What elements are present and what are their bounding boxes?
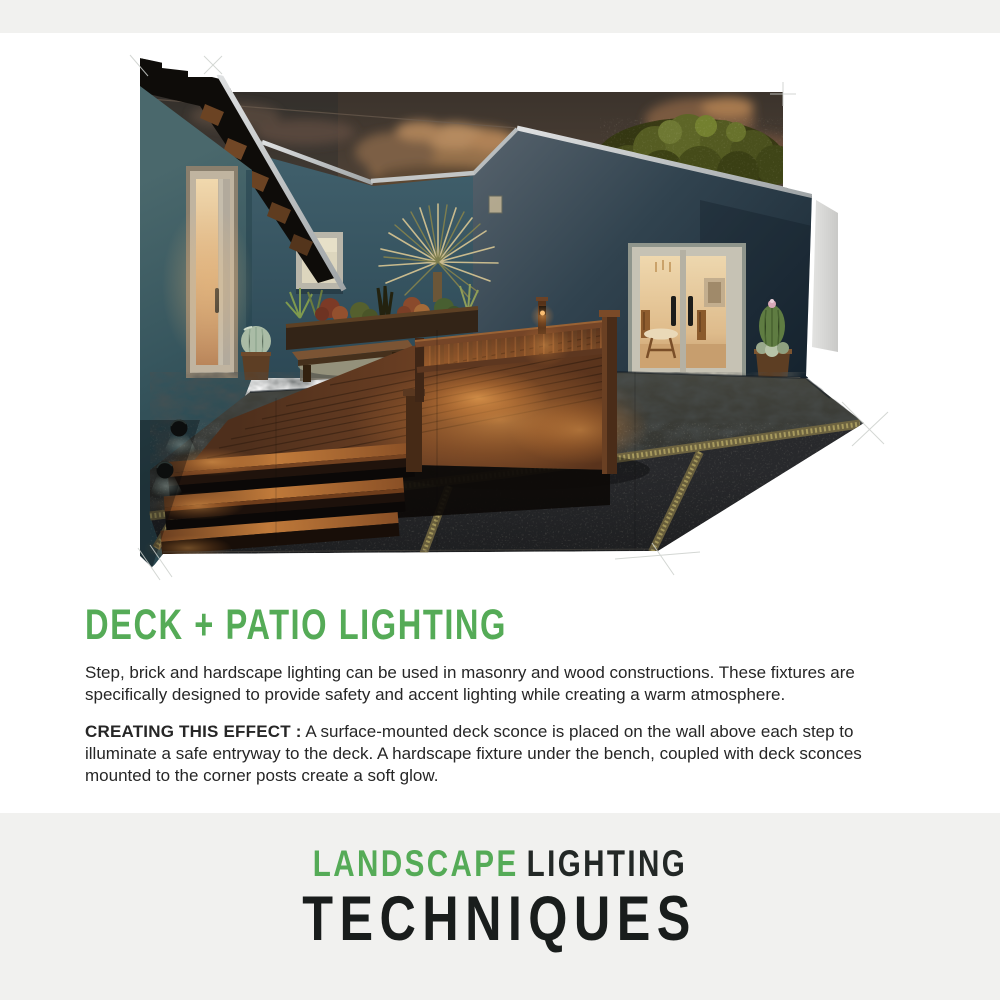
brand-word-landscape: LANDSCAPE — [312, 843, 519, 884]
effect-text: A surface-mounted deck sconce is placed on the wall above each step to illuminate a safe entryway to the deck. A hardscape fixture under the bench, coupled with deck sconces mounted to the corner posts create a soft glow. — [85, 722, 862, 786]
footer — [0, 813, 1000, 1000]
brand-title-text: TECHNIQUES — [302, 883, 698, 954]
effect-paragraph — [85, 721, 913, 787]
intro-paragraph: Step, brick and hardscape lighting can be used in masonry and wood constructions. These fixtures are specifically designed to provide safety and accent lighting while creating a warm atmosphere. — [85, 663, 855, 705]
section-heading — [85, 603, 913, 648]
page-edge-strip — [812, 200, 838, 352]
potted-cactus-left — [241, 326, 271, 380]
section-heading-text: DECK + PATIO LIGHTING — [85, 601, 507, 649]
brand-line — [0, 844, 1000, 885]
brand-title — [0, 883, 1000, 954]
article — [85, 603, 913, 802]
brand-word-lighting: LIGHTING — [526, 843, 688, 884]
effect-label: CREATING THIS EFFECT : — [85, 722, 302, 742]
